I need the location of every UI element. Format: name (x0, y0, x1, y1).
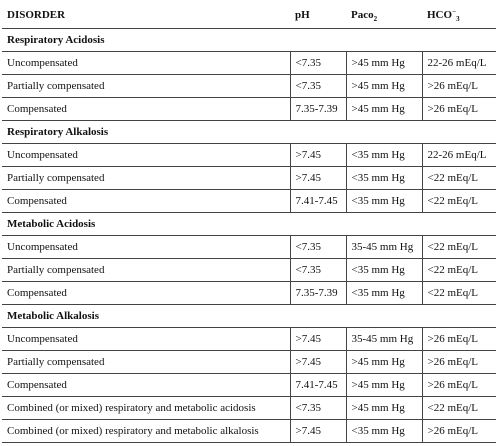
row-label: Uncompensated (2, 52, 290, 75)
hco3-cell: <22 mEq/L (422, 282, 496, 305)
hco3-cell: >26 mEq/L (422, 98, 496, 121)
row-label: Partially compensated (2, 75, 290, 98)
paco2-cell: <35 mm Hg (346, 420, 422, 443)
ph-cell: <7.35 (290, 75, 346, 98)
table-row (2, 420, 496, 443)
section-header-row (2, 121, 496, 144)
row-label: Compensated (2, 282, 290, 305)
row-label: Uncompensated (2, 144, 290, 167)
hco3-cell: <22 mEq/L (422, 397, 496, 420)
paco2-cell: 35-45 mm Hg (346, 236, 422, 259)
ph-cell: 7.41-7.45 (290, 190, 346, 213)
row-label: Combined (or mixed) respiratory and metabolic alkalosis (2, 420, 290, 443)
table-row (2, 52, 496, 75)
ph-cell: 7.41-7.45 (290, 374, 346, 397)
paco2-cell: >45 mm Hg (346, 397, 422, 420)
table-row (2, 98, 496, 121)
table-row (2, 351, 496, 374)
acid-base-table (2, 2, 496, 443)
paco2-cell: <35 mm Hg (346, 144, 422, 167)
table-row (2, 75, 496, 98)
row-label: Combined (or mixed) respiratory and metabolic acidosis (2, 397, 290, 420)
paco2-cell: >45 mm Hg (346, 98, 422, 121)
paco2-cell: >45 mm Hg (346, 75, 422, 98)
table-row (2, 259, 496, 282)
section-title: Metabolic Acidosis (2, 213, 496, 236)
header-row (2, 2, 496, 29)
row-label: Partially compensated (2, 167, 290, 190)
paco2-cell: <35 mm Hg (346, 190, 422, 213)
header-hco3: $HCO^-_3$ (422, 2, 496, 29)
table-row (2, 282, 496, 305)
row-label: Compensated (2, 98, 290, 121)
row-label: Compensated (2, 374, 290, 397)
hco3-cell: <22 mEq/L (422, 190, 496, 213)
header-paco2: Paco$_2$ (346, 2, 422, 29)
table-row (2, 167, 496, 190)
paco2-cell: <35 mm Hg (346, 167, 422, 190)
ph-cell: >7.45 (290, 351, 346, 374)
paco2-cell: <35 mm Hg (346, 259, 422, 282)
row-label: Partially compensated (2, 351, 290, 374)
row-label: Partially compensated (2, 259, 290, 282)
table-row (2, 328, 496, 351)
hco3-cell: >26 mEq/L (422, 420, 496, 443)
table-row (2, 397, 496, 420)
ph-cell: >7.45 (290, 328, 346, 351)
ph-cell: <7.35 (290, 52, 346, 75)
hco3-cell: 22-26 mEq/L (422, 52, 496, 75)
hco3-cell: <22 mEq/L (422, 167, 496, 190)
hco3-cell: >26 mEq/L (422, 75, 496, 98)
section-header-row (2, 305, 496, 328)
hco3-cell: <22 mEq/L (422, 259, 496, 282)
section-header-row (2, 29, 496, 52)
paco2-cell: >45 mm Hg (346, 351, 422, 374)
row-label: Compensated (2, 190, 290, 213)
table-row (2, 190, 496, 213)
hco3-cell: >26 mEq/L (422, 351, 496, 374)
table-row (2, 374, 496, 397)
section-title: Respiratory Alkalosis (2, 121, 496, 144)
header-ph: pH (290, 2, 346, 29)
header-disorder: DISORDER (2, 2, 290, 29)
paco2-cell: >45 mm Hg (346, 374, 422, 397)
hco3-cell: >26 mEq/L (422, 374, 496, 397)
section-title: Respiratory Acidosis (2, 29, 496, 52)
ph-cell: 7.35-7.39 (290, 282, 346, 305)
ph-cell: 7.35-7.39 (290, 98, 346, 121)
section-header-row (2, 213, 496, 236)
row-label: Uncompensated (2, 328, 290, 351)
ph-cell: <7.35 (290, 397, 346, 420)
ph-cell: >7.45 (290, 144, 346, 167)
paco2-cell: <35 mm Hg (346, 282, 422, 305)
row-label: Uncompensated (2, 236, 290, 259)
paco2-cell: >45 mm Hg (346, 52, 422, 75)
ph-cell: >7.45 (290, 167, 346, 190)
section-title: Metabolic Alkalosis (2, 305, 496, 328)
table-row (2, 236, 496, 259)
hco3-cell: <22 mEq/L (422, 236, 496, 259)
hco3-cell: 22-26 mEq/L (422, 144, 496, 167)
hco3-cell: >26 mEq/L (422, 328, 496, 351)
table-row (2, 144, 496, 167)
paco2-cell: 35-45 mm Hg (346, 328, 422, 351)
ph-cell: <7.35 (290, 259, 346, 282)
ph-cell: >7.45 (290, 420, 346, 443)
ph-cell: <7.35 (290, 236, 346, 259)
